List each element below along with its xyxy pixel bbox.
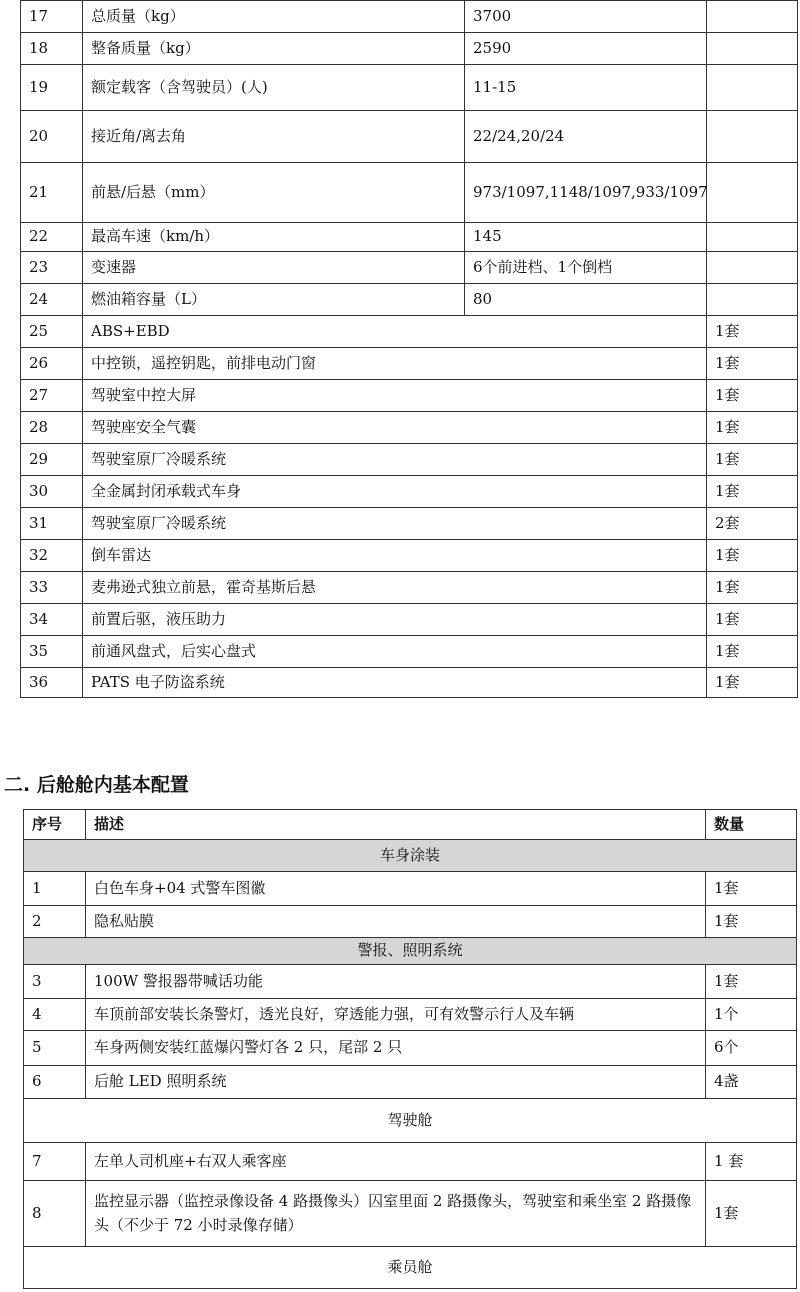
- spec-row: [21, 1, 798, 33]
- config-item-row: [24, 1143, 797, 1181]
- config-row-qty: 1套: [706, 906, 797, 938]
- spec-row-value: 80: [465, 284, 707, 316]
- spec-row-item: 驾驶室原厂冷暖系统: [83, 444, 707, 476]
- config-item-row: [24, 872, 797, 906]
- config-row-qty: 4盏: [706, 1066, 797, 1099]
- spec-row-value: 22/24,20/24: [465, 111, 707, 163]
- spec-row: [21, 604, 798, 636]
- spec-row: [21, 380, 798, 412]
- config-section-label: 乘员舱: [24, 1247, 797, 1289]
- spec-row-item: 整备质量（kg）: [83, 33, 465, 65]
- section-title: 二. 后舱舱内基本配置: [4, 774, 189, 796]
- spec-row-number: 33: [21, 572, 83, 604]
- spec-row-qty: [707, 223, 798, 252]
- config-row-number: 3: [24, 965, 86, 999]
- spec-row: [21, 33, 798, 65]
- config-section-label: 驾驶舱: [24, 1099, 797, 1143]
- spec-row-qty: 1套: [707, 540, 798, 572]
- config-section-row: [24, 840, 797, 872]
- spec-row-number: 26: [21, 348, 83, 380]
- header-no: 序号: [24, 810, 86, 840]
- config-section-row: [24, 938, 797, 965]
- spec-row: [21, 508, 798, 540]
- spec-row-number: 24: [21, 284, 83, 316]
- config-row-qty: 1套: [706, 965, 797, 999]
- spec-row-qty: 1套: [707, 380, 798, 412]
- spec-row-value: 145: [465, 223, 707, 252]
- spec-row-item: 额定载客（含驾驶员）(人): [83, 65, 465, 111]
- spec-row-qty: [707, 284, 798, 316]
- spec-row-item: 驾驶室原厂冷暖系统: [83, 508, 707, 540]
- spec-row-qty: 1套: [707, 316, 798, 348]
- spec-table: [20, 0, 798, 698]
- config-row-number: 4: [24, 999, 86, 1031]
- config-section-label: 车身涂装: [24, 840, 797, 872]
- spec-row-value: 973/1097,1148/1097,933/1097: [465, 163, 707, 223]
- spec-row: [21, 65, 798, 111]
- spec-row-number: 20: [21, 111, 83, 163]
- spec-row-qty: 1套: [707, 636, 798, 668]
- spec-row-item: 接近角/离去角: [83, 111, 465, 163]
- spec-row: [21, 572, 798, 604]
- spec-row-item: 最高车速（km/h）: [83, 223, 465, 252]
- spec-row-number: 19: [21, 65, 83, 111]
- spec-row-item: 全金属封闭承载式车身: [83, 476, 707, 508]
- spec-row-number: 23: [21, 252, 83, 284]
- config-row-qty: 1个: [706, 999, 797, 1031]
- config-row-number: 6: [24, 1066, 86, 1099]
- spec-row-number: 30: [21, 476, 83, 508]
- spec-row-qty: [707, 33, 798, 65]
- spec-row-qty: 1套: [707, 348, 798, 380]
- spec-row-qty: 1套: [707, 572, 798, 604]
- spec-row-value: 2590: [465, 33, 707, 65]
- config-row-desc: 隐私贴膜: [86, 906, 706, 938]
- config-header-row: [24, 810, 797, 840]
- config-row-desc: 监控显示器（监控录像设备 4 路摄像头）囚室里面 2 路摄像头，驾驶室和乘坐室 2 路摄像头（不少于 72 小时录像存储）: [86, 1181, 706, 1247]
- spec-row-number: 35: [21, 636, 83, 668]
- spec-row-item: 麦弗逊式独立前悬，霍奇基斯后悬: [83, 572, 707, 604]
- config-row-number: 5: [24, 1031, 86, 1066]
- spec-row: [21, 444, 798, 476]
- config-row-qty: 1 套: [706, 1143, 797, 1181]
- spec-row-number: 21: [21, 163, 83, 223]
- spec-row: [21, 412, 798, 444]
- spec-row-number: 36: [21, 668, 83, 698]
- config-item-row: [24, 1181, 797, 1247]
- config-section-row: [24, 1247, 797, 1289]
- spec-row: [21, 163, 798, 223]
- spec-row-qty: [707, 1, 798, 33]
- config-row-qty: 1套: [706, 1181, 797, 1247]
- config-item-row: [24, 1031, 797, 1066]
- spec-row-item: 前通风盘式，后实心盘式: [83, 636, 707, 668]
- spec-row-item: ABS+EBD: [83, 316, 707, 348]
- spec-row-item: 驾驶室中控大屏: [83, 380, 707, 412]
- spec-row: [21, 223, 798, 252]
- config-item-row: [24, 906, 797, 938]
- spec-row-number: 34: [21, 604, 83, 636]
- spec-row-qty: [707, 111, 798, 163]
- config-row-number: 2: [24, 906, 86, 938]
- spec-row: [21, 316, 798, 348]
- spec-row-number: 18: [21, 33, 83, 65]
- spec-row-value: 3700: [465, 1, 707, 33]
- spec-row: [21, 540, 798, 572]
- spec-row-item: PATS 电子防盗系统: [83, 668, 707, 698]
- spec-row-qty: 1套: [707, 604, 798, 636]
- config-row-qty: 6个: [706, 1031, 797, 1066]
- header-desc: 描述: [86, 810, 706, 840]
- spec-row-qty: [707, 163, 798, 223]
- spec-row: [21, 476, 798, 508]
- spec-row: [21, 348, 798, 380]
- config-table: [23, 809, 797, 1289]
- config-row-qty: 1套: [706, 872, 797, 906]
- spec-row-item: 驾驶座安全气囊: [83, 412, 707, 444]
- spec-row-item: 前悬/后悬（mm）: [83, 163, 465, 223]
- config-row-desc: 左单人司机座+右双人乘客座: [86, 1143, 706, 1181]
- spec-row-number: 28: [21, 412, 83, 444]
- spec-row-number: 17: [21, 1, 83, 33]
- spec-row: [21, 636, 798, 668]
- config-row-desc: 车顶前部安装长条警灯，透光良好，穿透能力强，可有效警示行人及车辆: [86, 999, 706, 1031]
- spec-row: [21, 252, 798, 284]
- config-item-row: [24, 1066, 797, 1099]
- spec-row-qty: 1套: [707, 412, 798, 444]
- config-item-row: [24, 999, 797, 1031]
- config-row-desc: 后舱 LED 照明系统: [86, 1066, 706, 1099]
- spec-row-number: 32: [21, 540, 83, 572]
- spec-row: [21, 284, 798, 316]
- config-row-number: 1: [24, 872, 86, 906]
- spec-row-value: 6个前进档、1个倒档: [465, 252, 707, 284]
- spec-row-item: 倒车雷达: [83, 540, 707, 572]
- config-item-row: [24, 965, 797, 999]
- spec-row-number: 22: [21, 223, 83, 252]
- config-row-number: 7: [24, 1143, 86, 1181]
- spec-row-number: 27: [21, 380, 83, 412]
- spec-row-qty: [707, 252, 798, 284]
- config-row-desc: 白色车身+04 式警车图徽: [86, 872, 706, 906]
- spec-row-qty: [707, 65, 798, 111]
- config-row-desc: 100W 警报器带喊话功能: [86, 965, 706, 999]
- spec-row: [21, 111, 798, 163]
- spec-table-body: [21, 1, 798, 698]
- spec-row: [21, 668, 798, 698]
- spec-row-value: 11-15: [465, 65, 707, 111]
- config-section-label: 警报、照明系统: [24, 938, 797, 965]
- spec-row-qty: 2套: [707, 508, 798, 540]
- spec-row-qty: 1套: [707, 668, 798, 698]
- spec-row-item: 燃油箱容量（L）: [83, 284, 465, 316]
- spec-row-qty: 1套: [707, 476, 798, 508]
- header-qty: 数量: [706, 810, 797, 840]
- config-section-row: [24, 1099, 797, 1143]
- spec-row-qty: 1套: [707, 444, 798, 476]
- spec-row-number: 31: [21, 508, 83, 540]
- config-table-body: [24, 840, 797, 1289]
- spec-row-number: 25: [21, 316, 83, 348]
- config-row-number: 8: [24, 1181, 86, 1247]
- spec-row-number: 29: [21, 444, 83, 476]
- config-row-desc: 车身两侧安装红蓝爆闪警灯各 2 只，尾部 2 只: [86, 1031, 706, 1066]
- spec-row-item: 中控锁，遥控钥匙，前排电动门窗: [83, 348, 707, 380]
- spec-row-item: 总质量（kg）: [83, 1, 465, 33]
- spec-row-item: 变速器: [83, 252, 465, 284]
- spec-row-item: 前置后驱，液压助力: [83, 604, 707, 636]
